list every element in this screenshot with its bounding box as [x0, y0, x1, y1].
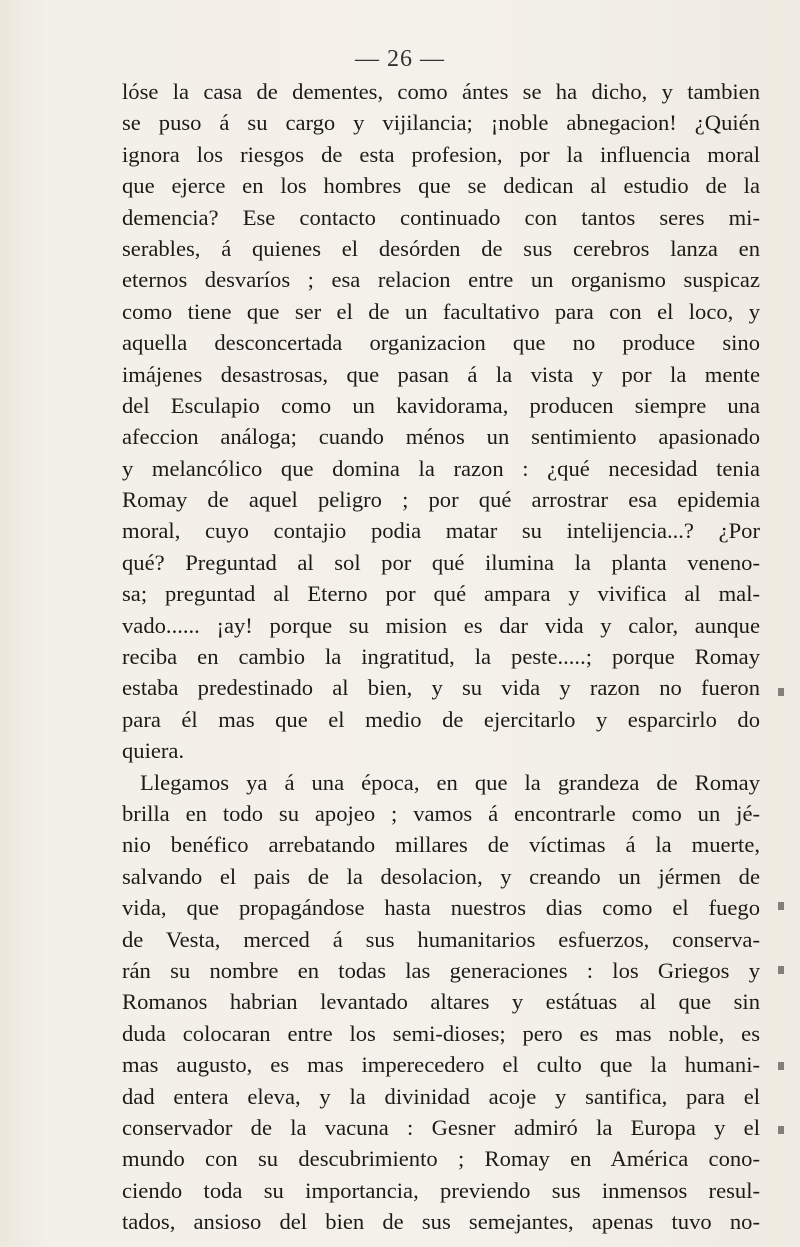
text-line: nio benéfico arrebatando millares de víctimas á la muerte, — [122, 832, 760, 858]
body-text — [122, 76, 760, 1237]
text-line: afeccion análoga; cuando ménos un sentimiento apasionado — [122, 424, 760, 450]
text-line: rán su nombre en todas las generaciones : los Griegos y — [122, 957, 760, 983]
text-line: como tiene que ser el de un facultativo para con el loco, y — [122, 298, 760, 324]
text-line: brilla en todo su apojeo ; vamos á encontrarle como un jé- — [122, 800, 760, 826]
text-line: vado...... ¡ay! porque su mision es dar vida y calor, aunque — [122, 612, 760, 638]
page-edge-mark — [778, 1062, 784, 1070]
page-edge-mark — [778, 688, 784, 696]
text-line: del Esculapio como un kavidorama, producen siempre una — [122, 392, 760, 418]
text-line: eternos desvaríos ; esa relacion entre un organismo suspicaz — [122, 267, 760, 293]
text-line: reciba en cambio la ingratitud, la peste.....; porque Romay — [122, 644, 760, 670]
text-line: conservador de la vacuna : Gesner admiró la Europa y el — [122, 1114, 760, 1140]
text-line: aquella desconcertada organizacion que no produce sino — [122, 330, 760, 356]
page-edge-mark — [778, 966, 784, 974]
page-edge-mark — [778, 1126, 784, 1134]
text-line: y melancólico que domina la razon : ¿qué necesidad tenia — [122, 455, 760, 481]
text-line: quiera. — [122, 738, 185, 764]
text-line: Romay de aquel peligro ; por qué arrostrar esa epidemia — [122, 487, 760, 513]
text-line: ignora los riesgos de esta profesion, por la influencia moral — [122, 141, 760, 167]
text-line: dad entera eleva, y la divinidad acoje y santifica, para el — [122, 1083, 760, 1109]
text-line: vida, que propagándose hasta nuestros dias como el fuego — [122, 895, 760, 921]
text-line: salvando el pais de la desolacion, y creando un jérmen de — [122, 863, 760, 889]
text-line: moral, cuyo contajio podia matar su intelijencia...? ¿Por — [122, 518, 760, 544]
text-line: mas augusto, es mas imperecedero el culto que la humani- — [122, 1052, 760, 1078]
text-line: duda colocaran entre los semi-dioses; pero es mas noble, es — [122, 1020, 760, 1046]
text-line: mundo con su descubrimiento ; Romay en América cono- — [122, 1146, 760, 1172]
text-line: de Vesta, merced á sus humanitarios esfuerzos, conserva- — [122, 926, 760, 952]
text-line: serables, á quienes el desórden de sus cerebros lanza en — [122, 235, 760, 261]
text-line: Romanos habrian levantado altares y estátuas al que sin — [122, 989, 760, 1015]
text-line: imájenes desastrosas, que pasan á la vista y por la mente — [122, 361, 760, 387]
text-line: se puso á su cargo y vijilancia; ¡noble abnegacion! ¿Quién — [122, 110, 760, 136]
text-line: para él mas que el medio de ejercitarlo y esparcirlo do — [122, 706, 760, 732]
page-edge-mark — [778, 902, 784, 910]
text-line: Llegamos ya á una época, en que la grandeza de Romay — [140, 769, 760, 795]
text-line: qué? Preguntad al sol por qué ilumina la planta veneno- — [122, 549, 760, 575]
page-number: — 26 — — [355, 46, 445, 72]
text-line: lóse la casa de dementes, como ántes se ha dicho, y tambien — [122, 79, 760, 104]
text-line: ciendo toda su importancia, previendo sus inmensos resul- — [122, 1177, 760, 1203]
text-line: estaba predestinado al bien, y su vida y razon no fueron — [122, 675, 760, 701]
text-line: sa; preguntad al Eterno por qué ampara y vivifica al mal- — [122, 581, 760, 607]
text-line: demencia? Ese contacto continuado con tantos seres mi- — [122, 204, 760, 230]
text-line: tados, ansioso del bien de sus semejantes, apenas tuvo no- — [122, 1209, 760, 1235]
text-line: que ejerce en los hombres que se dedican al estudio de la — [122, 173, 760, 199]
